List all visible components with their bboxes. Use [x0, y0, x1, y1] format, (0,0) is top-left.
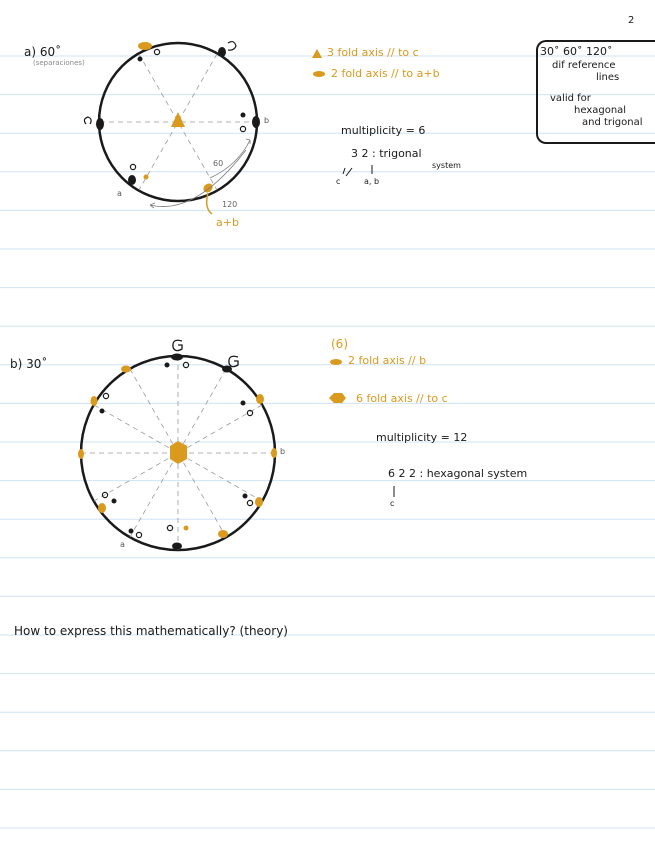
point-group-a-system: system — [432, 161, 461, 170]
angle-120-label: 120 — [222, 200, 238, 209]
part-a-label: a) 60˚ — [24, 45, 62, 59]
theory-question: How to express this mathematically? (theory) — [14, 624, 288, 638]
vector-b-label-b: b — [280, 447, 286, 456]
part-b-paren: (6) — [331, 337, 348, 351]
triangle-icon — [312, 49, 322, 58]
angle-60-label: 60 — [213, 159, 224, 168]
twofold-axis-symbol — [138, 42, 152, 50]
point-group-a-axis-3: c — [336, 177, 341, 186]
part-a-sublabel: (separaciones) — [33, 59, 85, 67]
legend-b-item-1: 2 fold axis // b — [348, 354, 427, 367]
sixfold-axis-symbol — [170, 441, 187, 464]
legend-b-item-2: 6 fold axis // to c — [356, 392, 448, 405]
vector-a-label-b: a — [120, 540, 125, 549]
note-line-5: hexagonal — [574, 105, 627, 116]
multiplicity-a: multiplicity = 6 — [341, 124, 426, 137]
multiplicity-b: multiplicity = 12 — [376, 431, 468, 444]
part-b-label: b) 30˚ — [10, 357, 48, 371]
vector-b-label-a: b — [264, 116, 270, 125]
page-number: 2 — [628, 15, 635, 26]
legend-a-item-1: 3 fold axis // to c — [327, 46, 419, 59]
note-line-6: and trigonal — [582, 117, 643, 128]
point-group-a: 3 2 : trigonal — [351, 147, 422, 160]
point-group-a-axis-2: a, b — [364, 177, 380, 186]
stereogram-b — [78, 340, 277, 550]
sum-label: a+b — [216, 216, 239, 229]
lens-icon — [313, 71, 325, 77]
point-group-b-axis-6: c — [390, 499, 395, 508]
legend-a-item-2: 2 fold axis // to a+b — [331, 67, 440, 80]
point-group-b: 6 2 2 : hexagonal system — [388, 467, 528, 480]
stereogram-a — [84, 42, 260, 214]
lens-icon — [330, 359, 342, 365]
vector-a-label-a: a — [117, 189, 122, 198]
hexagon-icon — [329, 393, 346, 403]
note-line-2: dif reference — [552, 60, 616, 71]
note-line-4: valid for — [550, 93, 591, 104]
note-line-1: 30˚ 60˚ 120˚ — [540, 45, 613, 58]
threefold-axis-symbol — [171, 112, 185, 127]
note-line-3: lines — [596, 72, 620, 83]
